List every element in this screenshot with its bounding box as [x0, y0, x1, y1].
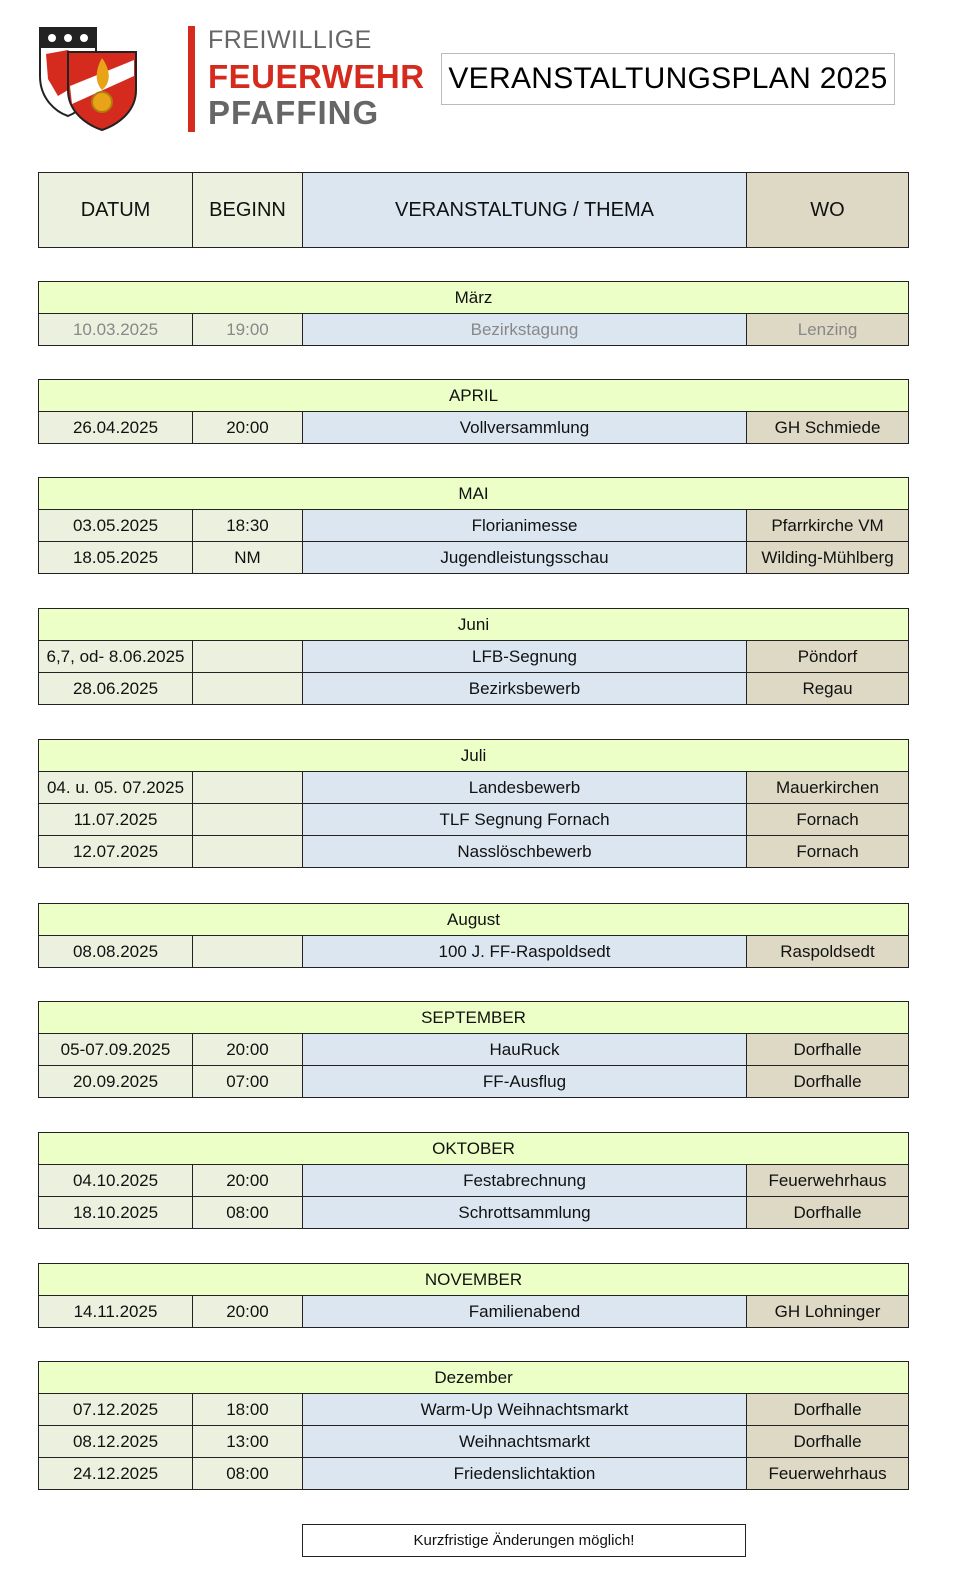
- event-start-time: 20:00: [193, 1165, 303, 1197]
- table-row: [39, 1165, 909, 1197]
- month-header-row: [39, 904, 909, 936]
- month-table: [38, 477, 909, 574]
- event-location: Feuerwehrhaus: [747, 1165, 909, 1197]
- event-start-time: [193, 836, 303, 868]
- event-location: Dorfhalle: [747, 1066, 909, 1098]
- logo-divider: [188, 26, 195, 132]
- coat-of-arms-icon: [38, 24, 138, 132]
- event-date: 26.04.2025: [39, 412, 193, 444]
- event-date: 12.07.2025: [39, 836, 193, 868]
- event-title: Familienabend: [303, 1296, 747, 1328]
- table-row: [39, 1296, 909, 1328]
- event-location: GH Lohninger: [747, 1296, 909, 1328]
- month-name: Juli: [39, 740, 909, 772]
- event-date: 18.05.2025: [39, 542, 193, 574]
- event-start-time: 20:00: [193, 412, 303, 444]
- event-location: Pfarrkirche VM: [747, 510, 909, 542]
- event-date: 24.12.2025: [39, 1458, 193, 1490]
- event-title: Florianimesse: [303, 510, 747, 542]
- event-title: TLF Segnung Fornach: [303, 804, 747, 836]
- event-start-time: 18:30: [193, 510, 303, 542]
- event-date: 03.05.2025: [39, 510, 193, 542]
- event-title: 100 J. FF-Raspoldsedt: [303, 936, 747, 968]
- fire-brigade-logo: [38, 24, 425, 136]
- event-title: Bezirksbewerb: [303, 673, 747, 705]
- event-title: Warm-Up Weihnachtsmarkt: [303, 1394, 747, 1426]
- event-location: Pöndorf: [747, 641, 909, 673]
- month-name: März: [39, 282, 909, 314]
- footer-note: Kurzfristige Änderungen möglich!: [302, 1524, 746, 1557]
- event-date: 08.12.2025: [39, 1426, 193, 1458]
- table-row: [39, 314, 909, 346]
- table-row: [39, 641, 909, 673]
- event-date: 10.03.2025: [39, 314, 193, 346]
- event-location: Mauerkirchen: [747, 772, 909, 804]
- logo-text-freiwillige: FREIWILLIGE: [208, 26, 372, 54]
- month-name: August: [39, 904, 909, 936]
- event-start-time: NM: [193, 542, 303, 574]
- event-date: 20.09.2025: [39, 1066, 193, 1098]
- header-wo: WO: [747, 173, 909, 248]
- header-datum: DATUM: [39, 173, 193, 248]
- event-location: Raspoldsedt: [747, 936, 909, 968]
- month-header-row: [39, 478, 909, 510]
- event-start-time: 08:00: [193, 1197, 303, 1229]
- event-date: 08.08.2025: [39, 936, 193, 968]
- event-date: 6,7, od- 8.06.2025: [39, 641, 193, 673]
- event-location: Feuerwehrhaus: [747, 1458, 909, 1490]
- month-table: [38, 379, 909, 444]
- event-title: Nasslöschbewerb: [303, 836, 747, 868]
- event-start-time: [193, 772, 303, 804]
- month-name: APRIL: [39, 380, 909, 412]
- month-table: [38, 1263, 909, 1328]
- month-name: Juni: [39, 609, 909, 641]
- month-table: [38, 739, 909, 868]
- month-table: [38, 1001, 909, 1098]
- month-name: Dezember: [39, 1362, 909, 1394]
- event-start-time: 13:00: [193, 1426, 303, 1458]
- event-date: 07.12.2025: [39, 1394, 193, 1426]
- table-row: [39, 1197, 909, 1229]
- month-table: [38, 1132, 909, 1229]
- event-start-time: 08:00: [193, 1458, 303, 1490]
- event-location: Fornach: [747, 804, 909, 836]
- event-start-time: 20:00: [193, 1296, 303, 1328]
- table-row: [39, 510, 909, 542]
- event-start-time: [193, 936, 303, 968]
- month-header-row: [39, 1362, 909, 1394]
- month-header-row: [39, 740, 909, 772]
- month-header-row: [39, 282, 909, 314]
- event-title: FF-Ausflug: [303, 1066, 747, 1098]
- event-date: 14.11.2025: [39, 1296, 193, 1328]
- table-row: [39, 1458, 909, 1490]
- table-row: [39, 1066, 909, 1098]
- table-row: [39, 836, 909, 868]
- table-row: [39, 412, 909, 444]
- event-location: GH Schmiede: [747, 412, 909, 444]
- header-veranstaltung: VERANSTALTUNG / THEMA: [303, 173, 747, 248]
- month-header-row: [39, 380, 909, 412]
- table-row: [39, 1426, 909, 1458]
- table-row: [39, 804, 909, 836]
- event-location: Lenzing: [747, 314, 909, 346]
- month-table: [38, 281, 909, 346]
- month-table: [38, 608, 909, 705]
- event-start-time: 07:00: [193, 1066, 303, 1098]
- event-title: Vollversammlung: [303, 412, 747, 444]
- month-name: OKTOBER: [39, 1133, 909, 1165]
- schedule-header: [38, 172, 909, 248]
- event-location: Regau: [747, 673, 909, 705]
- event-date: 04. u. 05. 07.2025: [39, 772, 193, 804]
- event-date: 05-07.09.2025: [39, 1034, 193, 1066]
- table-row: [39, 936, 909, 968]
- event-location: Dorfhalle: [747, 1034, 909, 1066]
- event-title: Weihnachtsmarkt: [303, 1426, 747, 1458]
- event-title: Schrottsammlung: [303, 1197, 747, 1229]
- header-beginn: BEGINN: [193, 173, 303, 248]
- month-name: SEPTEMBER: [39, 1002, 909, 1034]
- event-title: LFB-Segnung: [303, 641, 747, 673]
- event-location: Dorfhalle: [747, 1197, 909, 1229]
- month-header-row: [39, 1133, 909, 1165]
- event-location: Dorfhalle: [747, 1426, 909, 1458]
- logo-text-pfaffing: PFAFFING: [208, 94, 380, 131]
- event-date: 28.06.2025: [39, 673, 193, 705]
- page-title: VERANSTALTUNGSPLAN 2025: [441, 53, 895, 105]
- event-location: Wilding-Mühlberg: [747, 542, 909, 574]
- month-header-row: [39, 1264, 909, 1296]
- event-title: HauRuck: [303, 1034, 747, 1066]
- event-start-time: [193, 673, 303, 705]
- month-header-row: [39, 609, 909, 641]
- event-title: Festabrechnung: [303, 1165, 747, 1197]
- event-date: 04.10.2025: [39, 1165, 193, 1197]
- event-start-time: [193, 804, 303, 836]
- event-start-time: 19:00: [193, 314, 303, 346]
- event-date: 18.10.2025: [39, 1197, 193, 1229]
- month-table: [38, 903, 909, 968]
- month-name: NOVEMBER: [39, 1264, 909, 1296]
- table-row: [39, 1394, 909, 1426]
- table-row: [39, 1034, 909, 1066]
- event-location: Dorfhalle: [747, 1394, 909, 1426]
- event-title: Jugendleistungsschau: [303, 542, 747, 574]
- table-row: [39, 772, 909, 804]
- event-title: Friedenslichtaktion: [303, 1458, 747, 1490]
- event-date: 11.07.2025: [39, 804, 193, 836]
- event-start-time: 18:00: [193, 1394, 303, 1426]
- month-header-row: [39, 1002, 909, 1034]
- event-start-time: 20:00: [193, 1034, 303, 1066]
- table-row: [39, 542, 909, 574]
- event-title: Landesbewerb: [303, 772, 747, 804]
- logo-text-feuerwehr: FEUERWEHR: [208, 58, 425, 95]
- event-title: Bezirkstagung: [303, 314, 747, 346]
- month-name: MAI: [39, 478, 909, 510]
- month-table: [38, 1361, 909, 1490]
- event-start-time: [193, 641, 303, 673]
- event-location: Fornach: [747, 836, 909, 868]
- table-row: [39, 673, 909, 705]
